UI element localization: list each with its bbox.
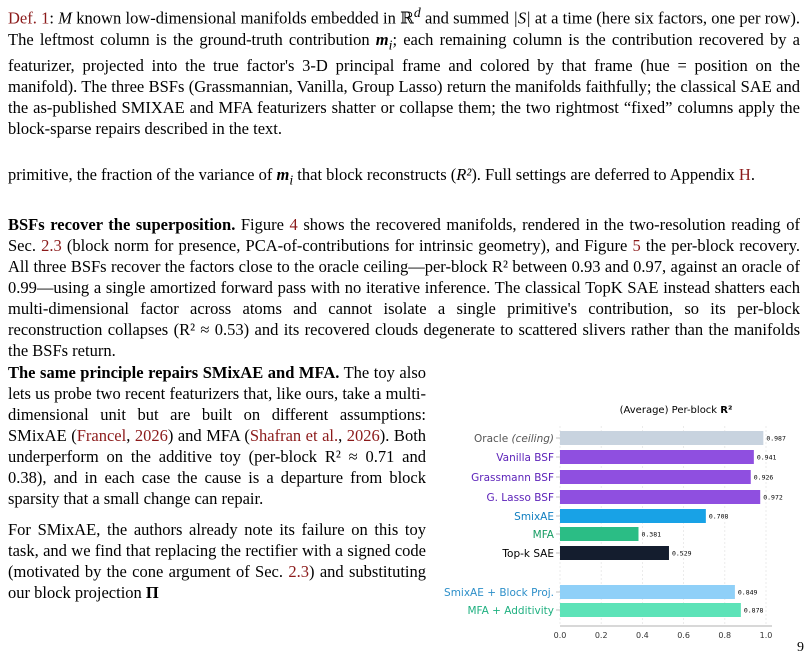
bar-chart-svg [440,398,808,650]
value-label: 0.381 [641,530,662,539]
page-number: 9 [797,640,804,655]
figure-5-link[interactable]: 5 [632,236,641,255]
smixae-paragraph: For SMixAE, the authors already note its failure on this toy task, and we find that replacing the rectifier with a signed code (motivated by the cone argument of Sec. 2.3) and substituting our block projection Π [8,520,426,602]
x-tick-label: 0.2 [594,631,608,640]
primitive-paragraph: primitive, the fraction of the variance of $m_i$ that block reconstructs (R²). Full settings are deferred to Appendix H. [8,165,755,188]
figure-4-link[interactable]: 4 [289,215,298,234]
category-label: SmixAE + Block Proj. [444,587,554,599]
bar-0 [560,431,763,445]
bar-3 [560,490,760,504]
bsf-paragraph: BSFs recover the superposition. Figure 4 shows the recovered manifolds, rendered in the two-resolution reading of Sec. 2.3 (block norm for presence, PCA-of-contributions for intrinsic geometry), and Figure 5 the per-block recovery. All three BSFs recover the factors close to the oracle ceiling—per-block R² between 0.93 and 0.97, against an oracle of 0.99—using a single amortized forward pass with no iterative inference. The classical TopK SAE instead shatters each multi-dimensional factor across atoms and cannot isolate a single primitive's contribution, so its per-block reconstruction collapses (R² ≈ 0.53) and its recovered clouds degenerate to scattered slivers rather than the manifolds the BSFs return. [8,215,800,360]
value-label: 0.987 [766,434,786,443]
smixae-mfa-paragraph: The same principle repairs SMixAE and MFA. The toy also lets us probe two recent featurizers that, like ours, take a multi-dimensional unit but are built on different assumptions: SMixAE (Francel, 2026) and MFA (Shafran et al., 2026). Both underperform on the additive toy (per-block R² ≈ 0.71 and 0.38), and in each case the cause is a departure from block sparsity that a small change can repair. [8,363,427,508]
category-label: SmixAE [514,511,554,523]
def-link[interactable]: Def. 1 [8,8,50,28]
left-column [8,362,426,613]
citation-shafran[interactable]: Shafran et al. [249,426,339,445]
value-label: 0.941 [756,453,777,462]
x-tick-label: 0.6 [677,631,690,640]
x-tick-label: 1.0 [759,631,773,640]
citation-francel[interactable]: Francel [76,426,127,445]
bar-7 [560,585,735,599]
category-label: MFA [532,529,554,541]
value-label: 0.972 [763,493,783,502]
section-link[interactable]: 2.3 [41,236,62,255]
figure-caption: Def. 1: M known low-dimensional manifolds embedded in ℝ$^d$ and summed |S| at a time (here six factors, one per row). The leftmost column is the ground-truth contribution $m_i$; each remaining column is the contribution recovered by a featurizer, projected into the true factor's 3-D principal frame and colored by that frame (hue = position on the manifold). The three BSFs (Grassmannian, Vanilla, Group Lasso) return the manifolds faithfully; the classical SAE and the as-published SMIXAE and MFA featurizers shatter or collapse them; the two rightmost “fixed” columns apply the block-sparse repairs described in the text. [8,5,801,138]
bsf-heading: BSFs recover the superposition. [8,215,236,234]
value-label: 0.529 [671,549,692,558]
category-label: G. Lasso BSF [486,492,554,504]
category-label: MFA + Additivity [467,605,554,617]
bar-2 [560,470,751,484]
category-label: Oracle (ceiling) [473,433,554,445]
value-label: 0.708 [708,512,729,521]
bar-8 [560,603,741,617]
x-tick-label: 0.0 [553,631,567,640]
value-label: 0.849 [737,588,758,597]
section-link-2[interactable]: 2.3 [288,562,309,581]
bar-5 [560,527,638,541]
x-tick-label: 0.4 [636,631,649,640]
category-label: Grassmann BSF [471,472,554,484]
x-tick-label: 0.8 [718,631,732,640]
category-label: Top-k SAE [502,548,554,560]
bar-6 [560,546,669,560]
chart-title: (Average) Per-block R² [619,405,733,416]
per-block-r2-chart [440,398,808,650]
appendix-link[interactable]: H [738,165,751,184]
repair-heading: The same principle repairs SMixAE and MFA. [8,363,340,382]
value-label: 0.926 [753,473,774,482]
bar-4 [560,509,706,523]
bar-1 [560,450,754,464]
category-label: Vanilla BSF [496,452,554,464]
value-label: 0.878 [743,606,764,615]
